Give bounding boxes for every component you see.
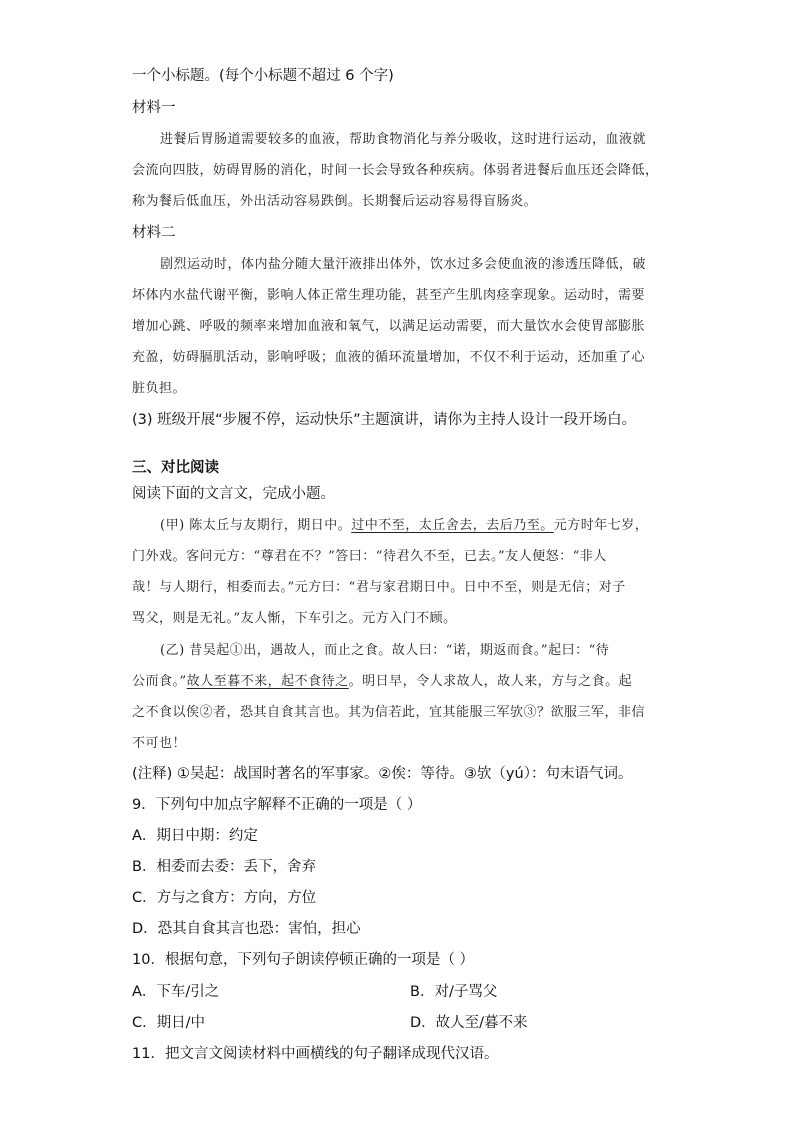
- material2-line: 坏体内水盐代谢平衡，影响人体正常生理功能，甚至产生肌肉痉挛现象。运动时，需要: [132, 288, 646, 303]
- question-10-option: D．故人至/暮不来: [410, 1015, 528, 1031]
- underlined-sentence: 过中不至，太丘舍去，去后乃至。: [351, 518, 554, 533]
- question-10-stem: 10．根据句意，下列句子朗读停顿正确的一项是（ ）: [132, 952, 475, 968]
- passage-jia-line: 骂父，则是无礼。”友人惭，下车引之。元方入门不顾。: [132, 611, 457, 626]
- passage-jia-text: (甲) 陈太丘与友期行，期日中。: [160, 518, 352, 533]
- material2-line: 充盈，妨碍膈肌活动，影响呼吸；血液的循环流量增加，不仅不利于运动，还加重了心: [132, 350, 646, 365]
- notes: (注释) ①吴起：战国时著名的军事家。②俟：等待。③欤（yú）：句末语气词。: [132, 766, 633, 782]
- material2-heading: 材料二: [132, 225, 176, 241]
- passage-jia-line: 门外戏。客问元方：“尊君在不？”答曰：“待君久不至，已去。”友人便怒：“非人: [132, 549, 607, 564]
- question-10-option: B．对/子骂父: [410, 984, 498, 1000]
- material1-line: 会流向四肢，妨碍胃肠的消化，时间一长会导致各种疾病。体弱者进餐后血压还会降低，: [132, 163, 659, 178]
- passage-yi-line: 之不食以俟②者，恐其自食其言也。其为信若此，宜其能服三军欤③？欲服三军，非信: [132, 705, 646, 720]
- underlined-sentence: 故人至暮不来，起不食待之: [186, 674, 349, 689]
- passage-yi-line: (乙) 昔吴起①出，遇故人，而止之食。故人曰：“诺，期返而食。”起曰：“待: [160, 643, 610, 658]
- question-3: (3) 班级开展“步履不停，运动快乐”主题演讲，请你为主持人设计一段开场白。: [132, 412, 637, 428]
- section-title: 三、对比阅读: [132, 460, 219, 476]
- question-9-option: C．方与之食方：方向，方位: [132, 890, 317, 906]
- section-instruction: 阅读下面的文言文，完成小题。: [132, 486, 335, 502]
- material1-line: 称为餐后低血压，外出活动容易跌倒。长期餐后运动容易得盲肠炎。: [132, 194, 538, 209]
- passage-jia-line: 哉！与人期行，相委而去。”元方曰：“君与家君期日中。日中不至，则是无信；对子: [132, 580, 626, 595]
- passage-jia-text: 元方时年七岁，: [553, 518, 649, 533]
- question-9-option: B．相委而去委：丢下，舍弃: [132, 859, 316, 875]
- passage-yi-text: 。明日早，令人求故人，故人来，方与之食。起: [348, 674, 633, 689]
- material2-line: 增加心跳、呼吸的频率来增加血液和氧气，以满足运动需要，而大量饮水会使胃部膨胀: [132, 319, 646, 334]
- material1-line: 进餐后胃肠道需要较多的血液，帮助食物消化与养分吸收，这时进行运动，血液就: [160, 132, 647, 147]
- passage-yi-text: 公而食。”: [132, 674, 187, 689]
- question-10-option: C．期日/中: [132, 1015, 206, 1031]
- passage-jia-line: [160, 516, 648, 536]
- question-9-option: A．期日中期：约定: [132, 828, 258, 844]
- question-11-stem: 11．把文言文阅读材料中画横线的句子翻译成现代汉语。: [132, 1046, 499, 1062]
- material2-line: 脏负担。: [132, 381, 187, 396]
- material2-line: 剧烈运动时，体内盐分随大量汗液排出体外，饮水过多会使血液的渗透压降低，破: [160, 257, 647, 272]
- passage-yi-line: [132, 672, 632, 692]
- question-9-stem: 9．下列句中加点字解释不正确的一项是（ ）: [132, 797, 422, 813]
- intro-line: 一个小标题。(每个小标题不超过 6 个字): [132, 68, 394, 84]
- question-9-option: D．恐其自食其言也恐：害怕，担心: [132, 921, 361, 937]
- material1-heading: 材料一: [132, 100, 176, 116]
- passage-yi-line: 不可也！: [132, 736, 187, 751]
- question-10-option: A．下车/引之: [132, 984, 220, 1000]
